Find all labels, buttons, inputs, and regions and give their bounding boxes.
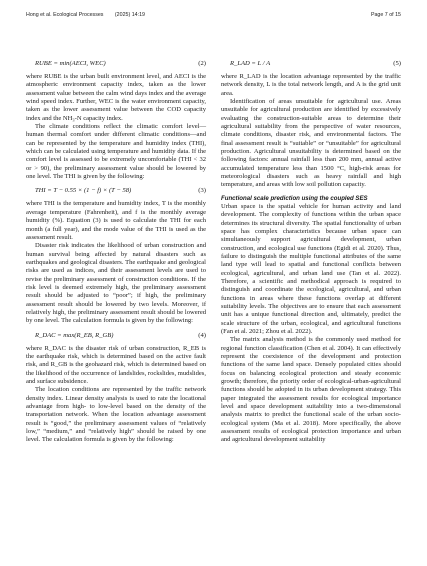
equation-5-number: (5) — [393, 60, 401, 67]
year-reference: (2025) 14:19 — [114, 12, 145, 18]
header-left — [26, 12, 155, 18]
equation-2-formula: RUBE = min(AECI, WEC) — [35, 60, 106, 67]
paragraph-rube-definition: where RUBE is the urban built environment level, and AECI is the atmospheric environment capacity index, taken as the lower assessment value between the calm wind days index and the average wind speed index. Further, WEC is the water environment capacity, taken as the lower assessment value between the COD capacity index and the NH₃-N capacity index. — [26, 73, 206, 122]
equation-5-formula: R_LAD = L / A — [230, 60, 271, 67]
paragraph-urban-space: Urban space is the spatial vehicle for human activity and land development. The complexity of functions within the urban space determines its structural diversity. The spatial functionality of urban space has complex characteristics because urban space can simultaneously support agricultural development, urban construction, and ecological use functions (Egidi et al. 2020). Thus, failure to distinguish the multiple functional attributes of the same land type will lead to spatial and functional conflicts between ecological, agricultural, and urban land use (Tan et al. 2022). Therefore, a scientific and methodical approach is required to distinguish and coordinate the ecological, agricultural, and urban functions in areas where these functions overlap at different suitability levels. The objectives are to ensure that each assessment unit has a unique functional direction and, ultimately, predict the scale structure of the urban, ecological, and agricultural functions (Fan et al. 2021; Zhou et al. 2022). — [221, 202, 401, 335]
section-subheading: Functional scale prediction using the coupled SES — [221, 194, 368, 202]
equation-3 — [26, 181, 206, 200]
equation-5 — [221, 54, 401, 73]
paragraph-agricultural-unsuitability: Identification of areas unsuitable for agricultural use. Areas unsuitable for agricultural production are identified by excessively evaluating the construction-suitable areas to determine their agricultural suitability from the perspective of water resources, climate conditions, disaster risk, and environmental factors. The final assessment result is “suitable” or “unsuitable” for agricultural production. Agricultural unsuitability is determined based on the following factors: annual rainfall less than 200 mm, annual active accumulated temperature less than 1500 °C, high-risk areas for meteorological disasters such as heavy rainfall and high temperature, and areas with low soil pollution capacity. — [221, 98, 401, 189]
paragraph-location-conditions: The location conditions are represented by the traffic network density index. Linear density analysis is used to rate the locational advantage from high- to low-level based on the density of the transportation network. When the location advantage assessment result is “good,” the preliminary assessment values of “relatively low,” “medium,” and “relatively high” should be raised by one level. The calculation formula is given by the following: — [26, 386, 206, 444]
equation-4 — [26, 326, 206, 345]
right-column — [221, 54, 401, 445]
journal-name: Hong et al. Ecological Processes — [26, 12, 104, 18]
paragraph-disaster-risk: Disaster risk indicates the likelihood of urban construction and human survival being affected by natural disasters such as earthquakes and geological disasters. The earthquake and geological risks are used as indices, and their assessment levels are used to revise the preliminary assessment of construction conditions. If the risk level is deemed extremely high, the preliminary assessment result should be adjusted to “poor”; if high, the preliminary assessment result should be lowered by two levels. Moreover, if relatively high, the preliminary assessment result should be lowered by one level. The calculation formula is given by the following: — [26, 242, 206, 325]
equation-4-number: (4) — [198, 331, 206, 339]
left-column — [26, 54, 206, 445]
equation-4-formula: R_DAC = max(R_EB, R_GB) — [35, 331, 114, 339]
paragraph-rlad-definition: where R_LAD is the location advantage represented by the traffic network density, L is the total network length, and A is the grid unit area. — [221, 73, 401, 97]
equation-2 — [26, 54, 206, 73]
paragraph-rdac-definition: where R_DAC is the disaster risk of urban construction, R_EB is the earthquake risk, which is determined based on the active fault risk, and R_GB is the geohazard risk, which is determined based on the likelihood of the occurrence of landslides, rockslides, mudslides, and surface subsidence. — [26, 344, 206, 385]
paragraph-climate-conditions: The climate conditions reflect the climatic comfort level—human thermal comfort under different climatic conditions—and can be represented by the temperature and humidity index (THI), which can be calculated using temperature and humidity data. If the comfort level is assessed to be extremely uncomfortable (THI < 32 or > 90), the preliminary assessment value should be lowered by one level. The THI is given by the following: — [26, 123, 206, 181]
paragraph-matrix-analysis: The matrix analysis method is the commonly used method for regional function classification (Chen et al. 2004). It can effectively represent the coexistence of the development and protection functions of the same land space. Densely populated cities should focus on balancing ecological protection and steady economic growth; therefore, the priority order of ecological-urban-agricultural functions should be adopted in its urban development strategy. This paper integrated the assessment results for ecological importance level and space development suitability into a two-dimensional analysis matrix to predict the functional scale of the urban socio-ecological system (Ma et al. 2018). More specifically, the above assessment results of ecological protection importance and urban and agricultural development suitability — [221, 336, 401, 444]
page-number: Page 7 of 15 — [370, 12, 401, 18]
running-header — [26, 12, 401, 26]
two-column-body — [26, 54, 401, 445]
equation-3-formula: THI = T − 0.55 × (1 − f) × (T − 58) — [35, 187, 132, 195]
paragraph-thi-definition: where THI is the temperature and humidity index, T is the monthly average temperature (Fahrenheit), and f is the monthly average humidity (%). Equation (3) is used to calculate the THI for each month (a full year), and the mode value of the THI is used as the assessment result. — [26, 200, 206, 241]
equation-3-number: (3) — [198, 187, 206, 195]
equation-2-number: (2) — [198, 60, 206, 67]
